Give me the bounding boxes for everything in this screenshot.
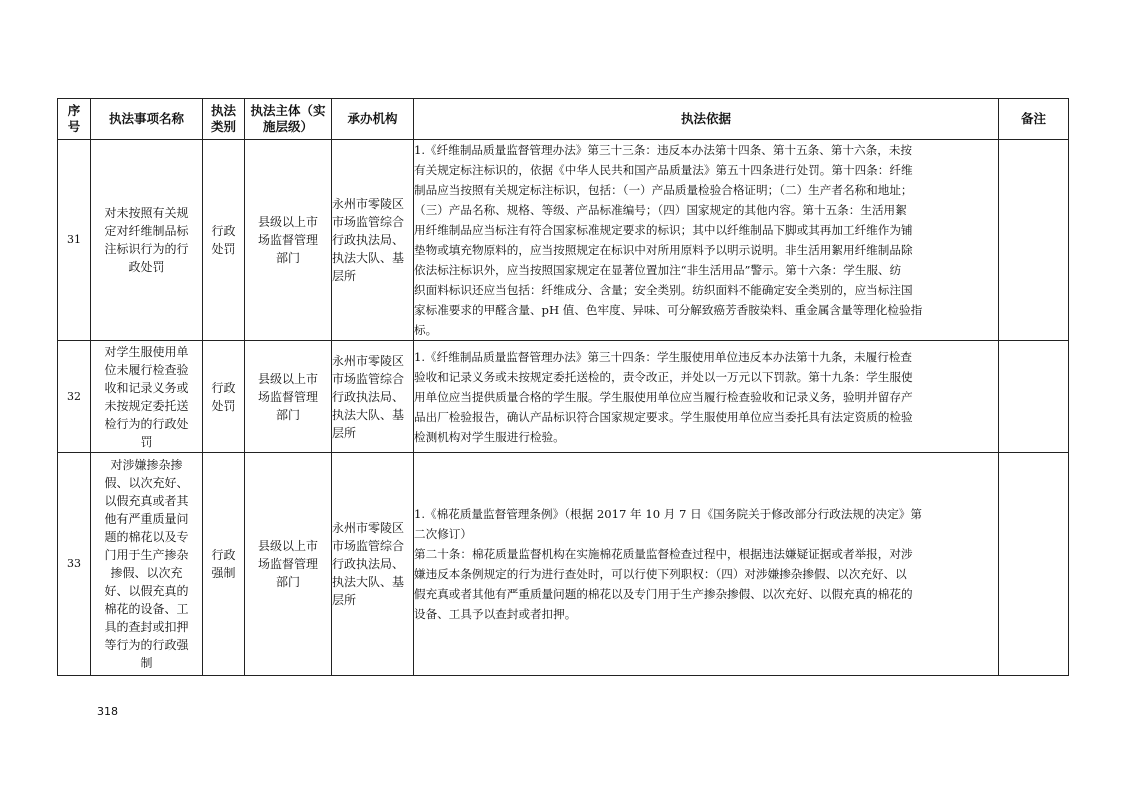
basis-line: 品出厂检验报告，确认产品标识符合国家规定要求。学生服使用单位应当委托具有法定资质的检验	[414, 409, 913, 424]
row-subject: 县级以上市场监督管理部门	[245, 140, 332, 341]
row-agency: 永州市零陵区市场监管综合行政执法局、执法大队、基层所	[332, 453, 414, 676]
row-seq: 32	[58, 341, 91, 453]
page-number: 318	[97, 705, 118, 718]
row-note	[999, 140, 1069, 341]
row-subject: 县级以上市场监督管理部门	[245, 453, 332, 676]
basis-line: 用单位应当提供质量合格的学生服。学生服使用单位应当履行检查验收和记录义务，验明并留存产	[414, 389, 913, 404]
basis-line: 用纤维制品应当标注有符合国家标准规定要求的标识；其中以纤维制品下脚或其再加工纤维作为铺	[414, 223, 913, 237]
basis-line: 家标准要求的甲醛含量、pH 值、色牢度、异味、可分解致癌芳香胺染料、重金属含量等理化检验指	[414, 303, 923, 317]
row-subject: 县级以上市场监督管理部门	[245, 341, 332, 453]
basis-line: 垫物或填充物原料的，应当按照规定在标识中对所用原料予以明示说明。非生活用絮用纤维制品除	[414, 243, 913, 257]
table-row	[58, 341, 1069, 453]
header-basis: 执法依据	[414, 99, 999, 140]
basis-line: 检测机构对学生服进行检验。	[414, 429, 565, 444]
row-item-name: 对涉嫌掺杂掺假、以次充好、以假充真或者其他有严重质量问题的棉花以及专门用于生产掺杂掺假、以次充好、以假充真的棉花的设备、工具的查封或扣押等行为的行政强制	[91, 453, 203, 676]
basis-line: 标。	[414, 323, 438, 337]
row-seq: 31	[58, 140, 91, 341]
header-category: 执法类别	[203, 99, 245, 140]
row-seq: 33	[58, 453, 91, 676]
basis-line: 制品应当按照有关规定标注标识，包括：（一）产品质量检验合格证明；（二）生产者名称和地址；	[414, 183, 913, 197]
basis-line: （三）产品名称、规格、等级、产品标准编号；（四）国家规定的其他内容。第十五条：生活用絮	[414, 203, 907, 217]
basis-line: 1.《纤维制品质量监督管理办法》第三十四条：学生服使用单位违反本办法第十九条，未履行检查	[414, 349, 913, 364]
header-item-name: 执法事项名称	[91, 99, 203, 140]
row-basis	[414, 341, 999, 453]
basis-line: 二次修订）	[414, 527, 472, 541]
basis-line: 织面料标识还应当包括：纤维成分、含量；安全类别。纺织面料不能确定安全类别的，应当标注国	[414, 283, 913, 297]
basis-line: 依法标注标识外，应当按照国家规定在显著位置加注“非生活用品”警示。第十六条：学生服、纺	[414, 263, 902, 277]
row-category: 行政强制	[203, 453, 245, 676]
basis-line: 1.《棉花质量监督管理条例》（根据 2017 年 10 月 7 日《国务院关于修改部分行政法规的决定》第	[414, 507, 922, 521]
header-agency: 承办机构	[332, 99, 414, 140]
row-agency: 永州市零陵区市场监管综合行政执法局、执法大队、基层所	[332, 140, 414, 341]
basis-line: 1.《纤维制品质量监督管理办法》第三十三条：违反本办法第十四条、第十五条、第十六条，未按	[414, 143, 913, 157]
row-basis	[414, 453, 999, 676]
row-item-name: 对未按照有关规定对纤维制品标注标识行为的行政处罚	[91, 140, 203, 341]
row-item-name: 对学生服使用单位未履行检查验收和记录义务或未按规定委托送检行为的行政处罚	[91, 341, 203, 453]
row-note	[999, 341, 1069, 453]
header-seq: 序号	[58, 99, 91, 140]
table-row	[58, 140, 1069, 341]
row-category: 行政处罚	[203, 341, 245, 453]
row-category: 行政处罚	[203, 140, 245, 341]
table-row	[58, 453, 1069, 676]
basis-line: 嫌违反本条例规定的行为进行查处时，可以行使下列职权：（四）对涉嫌掺杂掺假、以次充好、以	[414, 567, 907, 581]
row-basis	[414, 140, 999, 341]
basis-line: 假充真或者其他有严重质量问题的棉花以及专门用于生产掺杂掺假、以次充好、以假充真的棉花的	[414, 587, 913, 601]
basis-line: 设备、工具予以查封或者扣押。	[414, 607, 577, 621]
enforcement-table	[57, 98, 1069, 676]
header-subject: 执法主体（实施层级）	[245, 99, 332, 140]
row-note	[999, 453, 1069, 676]
header-row	[58, 99, 1069, 140]
basis-line: 验收和记录义务或未按规定委托送检的，责令改正，并处以一万元以下罚款。第十九条：学生服使	[414, 369, 913, 384]
row-agency: 永州市零陵区市场监管综合行政执法局、执法大队、基层所	[332, 341, 414, 453]
header-note: 备注	[999, 99, 1069, 140]
basis-line: 有关规定标注标识的，依据《中华人民共和国产品质量法》第五十四条进行处罚。第十四条：纤维	[414, 163, 913, 177]
basis-line: 第二十条：棉花质量监督机构在实施棉花质量监督检查过程中，根据违法嫌疑证据或者举报，对涉	[414, 547, 913, 561]
